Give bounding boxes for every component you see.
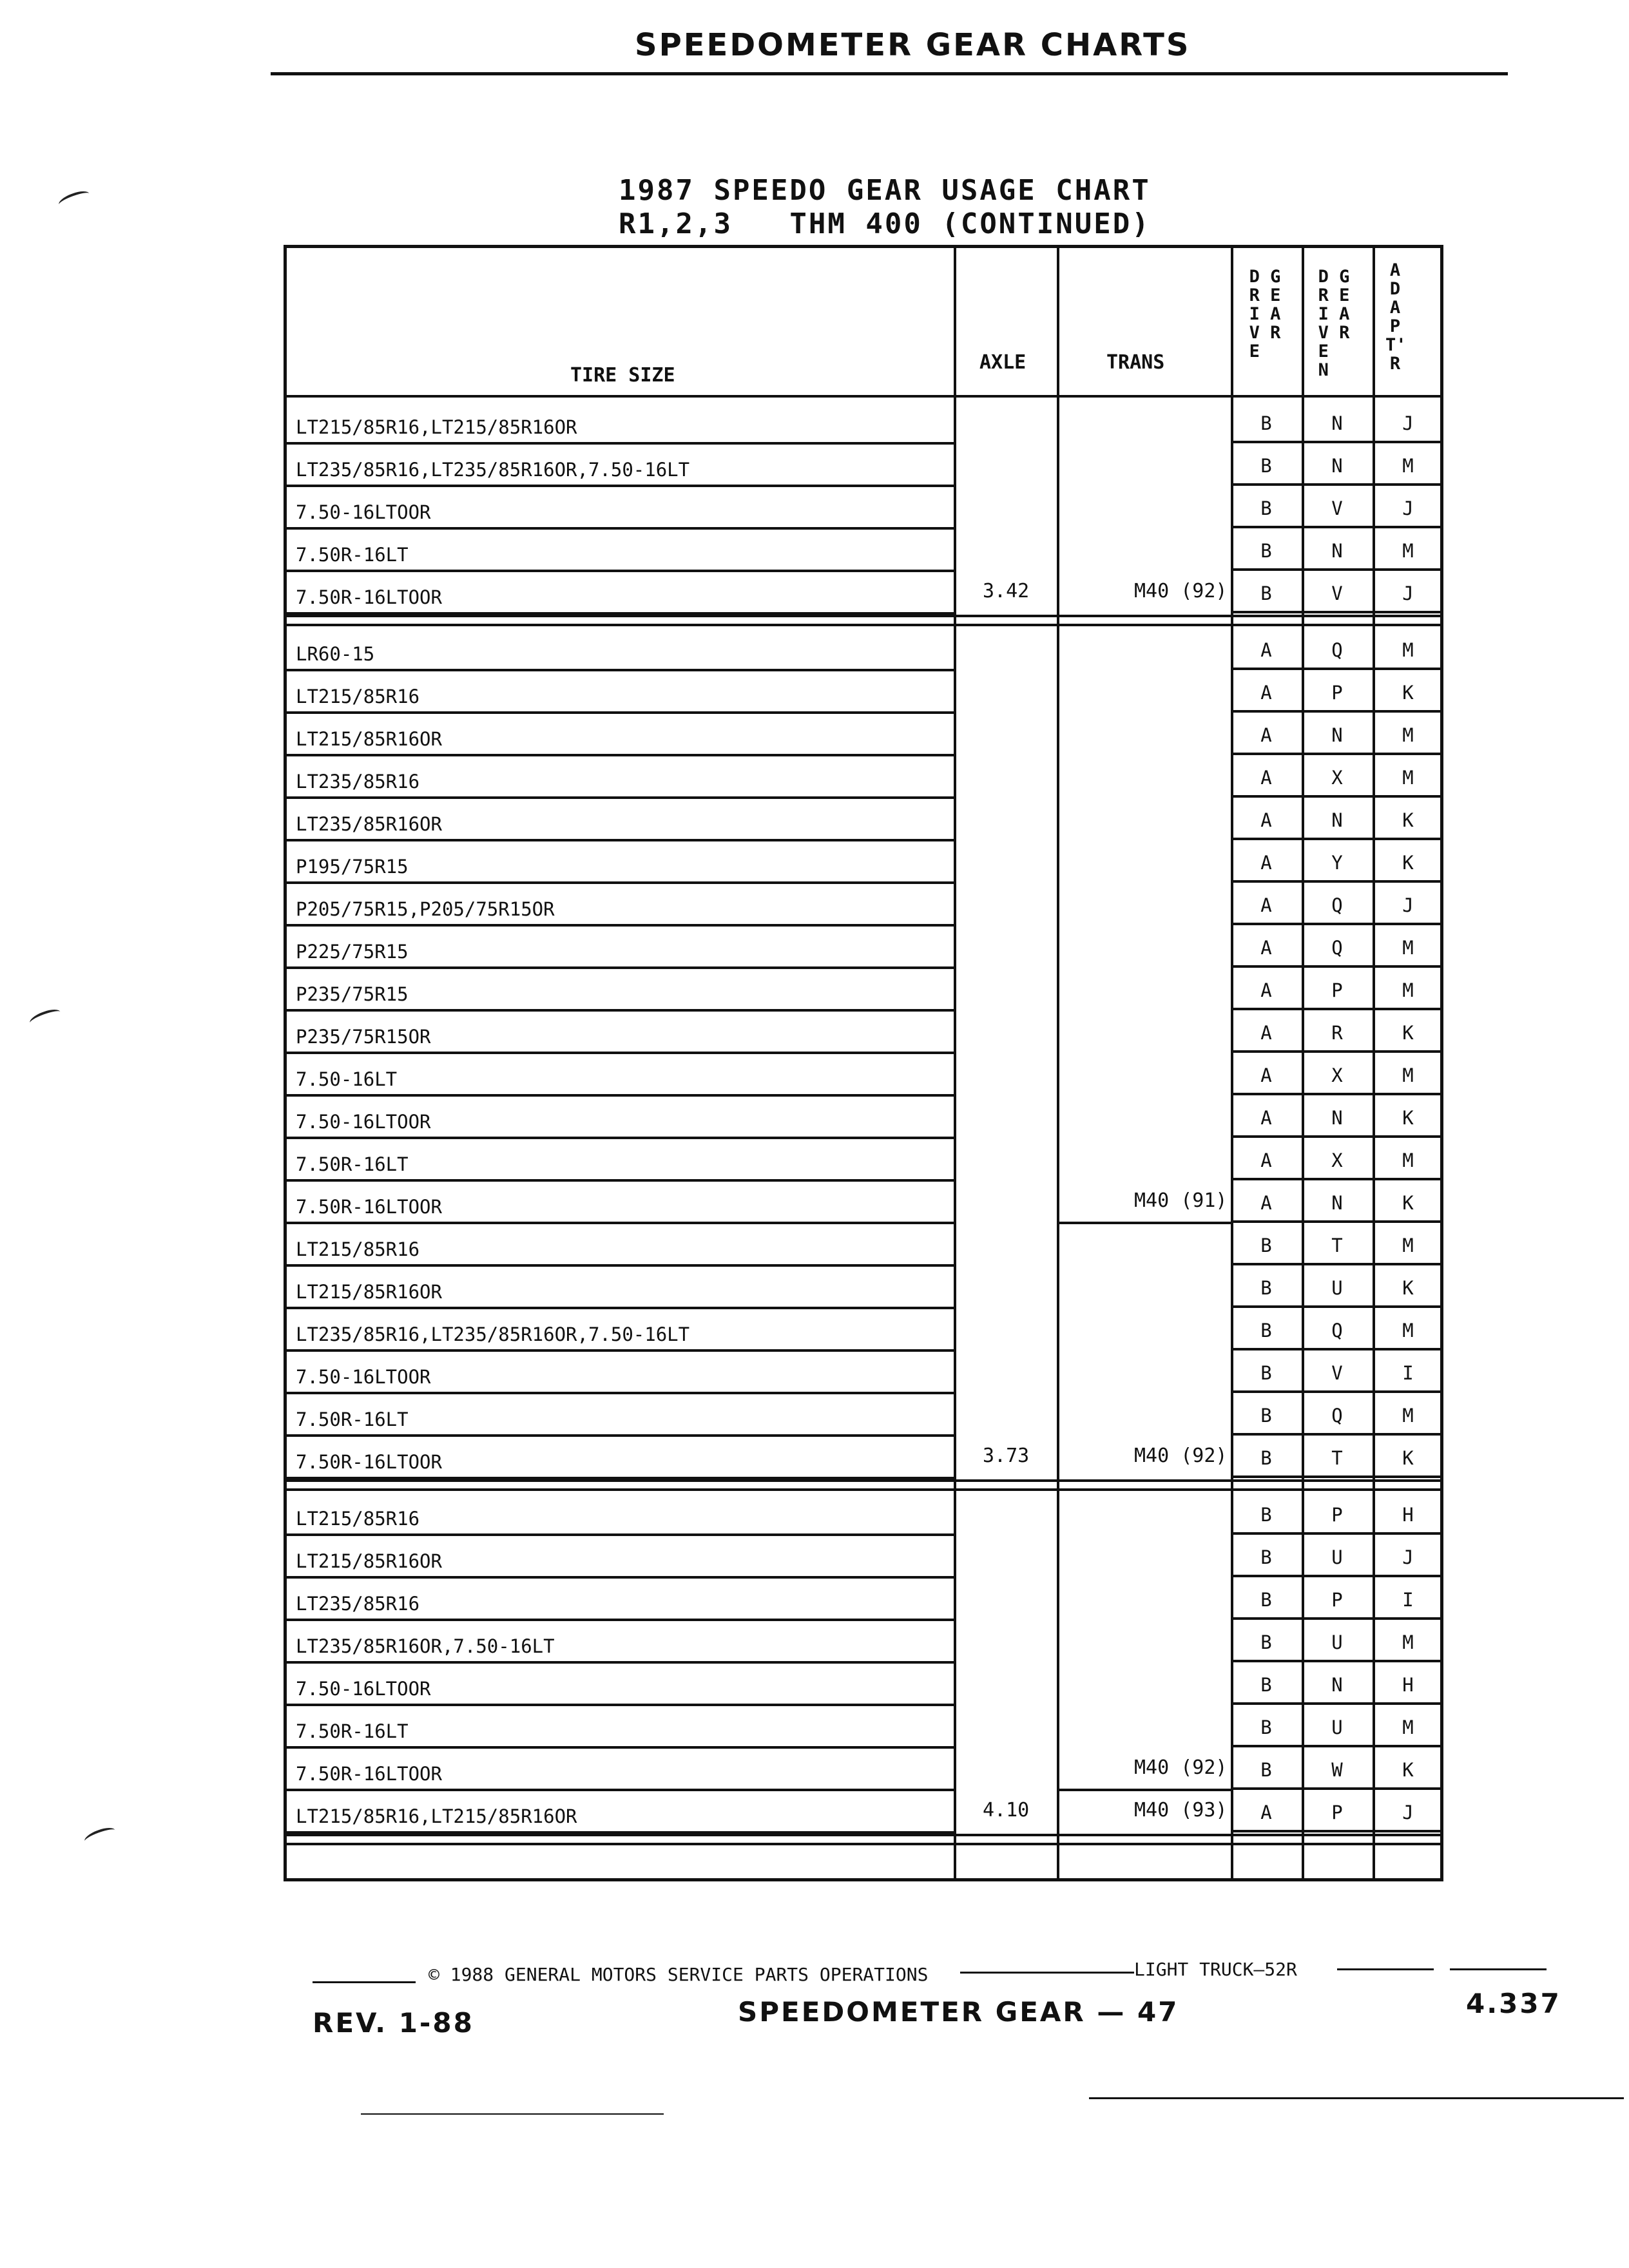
driven-gear-cell: Q (1331, 1405, 1343, 1427)
drive-gear-cell: A (1260, 1022, 1272, 1044)
drive-gear-cell: B (1260, 497, 1272, 519)
drive-gear-cell: B (1260, 1589, 1272, 1611)
col-header-drive-gear: D G R E I A V R E (1249, 267, 1281, 361)
driven-gear-cell: T (1331, 1235, 1343, 1256)
table-row (287, 399, 1434, 442)
driven-gear-cell: Q (1331, 1320, 1343, 1341)
footer-rule (313, 1981, 416, 1983)
driven-gear-cell: X (1331, 1149, 1343, 1171)
tire-size-cell: 7.50-16LT (296, 1068, 398, 1090)
driven-gear-cell: N (1331, 455, 1343, 477)
drive-gear-cell: B (1260, 455, 1272, 477)
driven-gear-cell: X (1331, 1064, 1343, 1086)
trans-rule (1057, 1222, 1231, 1224)
adapter-cell: K (1402, 1107, 1414, 1129)
table-row (287, 1094, 1434, 1137)
adapter-cell: J (1402, 1802, 1414, 1823)
driven-gear-cell: U (1331, 1631, 1343, 1653)
tire-size-cell: LT215/85R16OR (296, 728, 442, 750)
page-header-title: SPEEDOMETER GEAR CHARTS (635, 27, 1191, 63)
adapter-cell: M (1402, 455, 1414, 477)
adapter-cell: K (1402, 1192, 1414, 1214)
table-row (287, 626, 1434, 669)
drive-gear-cell: B (1260, 582, 1272, 604)
header-rule (271, 72, 1508, 75)
margin-mark (28, 1006, 62, 1028)
row-rule (1231, 611, 1440, 613)
tire-size-cell: 7.50-16LTOOR (296, 1111, 431, 1133)
trans-rule (1057, 1789, 1231, 1791)
table-row (287, 1576, 1434, 1619)
chart-title-line2: R1,2,3 THM 400 (CONTINUED) (619, 207, 1151, 240)
table-row (287, 1789, 1434, 1831)
table-row (287, 485, 1434, 527)
drive-gear-cell: A (1260, 1107, 1272, 1129)
footer-section: LIGHT TRUCK—52R (1134, 1959, 1297, 1980)
tire-size-cell: 7.50-16LTOOR (296, 501, 431, 523)
trans-value: M40 (92) (1134, 580, 1228, 602)
table-row (287, 966, 1434, 1009)
drive-gear-cell: B (1260, 540, 1272, 562)
adapter-cell: M (1402, 639, 1414, 661)
adapter-cell: M (1402, 1320, 1414, 1341)
adapter-cell: M (1402, 1149, 1414, 1171)
table-row (287, 1434, 1434, 1477)
table-row (287, 1222, 1434, 1264)
adapter-cell: J (1402, 497, 1414, 519)
driven-gear-cell: N (1331, 809, 1343, 831)
driven-gear-cell: P (1331, 1504, 1343, 1526)
table-row (287, 1392, 1434, 1434)
driven-gear-cell: P (1331, 1589, 1343, 1611)
tire-size-cell: P205/75R15,P205/75R15OR (296, 898, 555, 920)
table-row (287, 924, 1434, 966)
drive-gear-cell: B (1260, 1716, 1272, 1738)
tire-size-cell: 7.50R-16LTOOR (296, 1451, 442, 1473)
table-row (287, 1052, 1434, 1094)
table-row (287, 1179, 1434, 1222)
table-row (287, 1307, 1434, 1349)
drive-gear-cell: A (1260, 1149, 1272, 1171)
col-header-axle: AXLE (979, 351, 1027, 374)
tire-size-cell: LR60-15 (296, 643, 375, 665)
tire-size-cell: LT235/85R16,LT235/85R16OR,7.50-16LT (296, 1323, 690, 1345)
adapter-cell: K (1402, 852, 1414, 874)
table-row (287, 442, 1434, 485)
drive-gear-cell: A (1260, 1064, 1272, 1086)
driven-gear-cell: W (1331, 1759, 1343, 1781)
axle-value: 3.42 (983, 580, 1030, 602)
driven-gear-cell: P (1331, 979, 1343, 1001)
table-row (287, 570, 1434, 612)
tire-size-cell: 7.50R-16LTOOR (296, 1763, 442, 1785)
group-rule (287, 1479, 1440, 1482)
adapter-cell: M (1402, 1716, 1414, 1738)
driven-gear-cell: Q (1331, 894, 1343, 916)
adapter-cell: M (1402, 937, 1414, 959)
tire-size-cell: 7.50R-16LT (296, 1153, 409, 1175)
bottom-rule (1089, 2097, 1624, 2099)
driven-gear-cell: N (1331, 1192, 1343, 1214)
table-row (287, 1491, 1434, 1533)
trans-value: M40 (91) (1134, 1189, 1228, 1212)
tire-size-cell: LT235/85R16,LT235/85R16OR,7.50-16LT (296, 459, 690, 481)
adapter-cell: K (1402, 1759, 1414, 1781)
adapter-cell: H (1402, 1504, 1414, 1526)
table-row (287, 1349, 1434, 1392)
trans-value: M40 (93) (1134, 1799, 1228, 1821)
adapter-cell: H (1402, 1674, 1414, 1696)
adapter-cell: K (1402, 1022, 1414, 1044)
table-row (287, 669, 1434, 711)
tire-size-cell: P195/75R15 (296, 856, 409, 878)
drive-gear-cell: B (1260, 1631, 1272, 1653)
adapter-cell: K (1402, 682, 1414, 704)
driven-gear-cell: N (1331, 540, 1343, 562)
col-header-driven-gear: D G R E I A V R E N (1318, 267, 1350, 380)
drive-gear-cell: B (1260, 1362, 1272, 1384)
driven-gear-cell: Q (1331, 639, 1343, 661)
driven-gear-cell: V (1331, 497, 1343, 519)
driven-gear-cell: V (1331, 1362, 1343, 1384)
driven-gear-cell: U (1331, 1277, 1343, 1299)
margin-mark (82, 1825, 117, 1847)
tire-size-cell: LT215/85R16 (296, 686, 420, 707)
adapter-cell: I (1402, 1589, 1414, 1611)
driven-gear-cell: V (1331, 582, 1343, 604)
tire-size-cell: P225/75R15 (296, 941, 409, 963)
trans-value: M40 (92) (1134, 1756, 1228, 1779)
driven-gear-cell: P (1331, 1802, 1343, 1823)
driven-gear-cell: X (1331, 767, 1343, 789)
tire-size-cell: 7.50R-16LTOOR (296, 586, 442, 608)
table-row (287, 796, 1434, 839)
table-row (287, 1137, 1434, 1179)
adapter-cell: K (1402, 1447, 1414, 1469)
driven-gear-cell: U (1331, 1716, 1343, 1738)
adapter-cell: M (1402, 724, 1414, 746)
row-rule (1231, 1475, 1440, 1478)
tire-size-cell: LT235/85R16OR (296, 813, 442, 835)
drive-gear-cell: B (1260, 1546, 1272, 1568)
drive-gear-cell: B (1260, 1504, 1272, 1526)
header-rule (287, 395, 1440, 398)
adapter-cell: M (1402, 540, 1414, 562)
drive-gear-cell: A (1260, 767, 1272, 789)
adapter-cell: K (1402, 809, 1414, 831)
adapter-cell: M (1402, 1405, 1414, 1427)
adapter-cell: J (1402, 582, 1414, 604)
adapter-cell: I (1402, 1362, 1414, 1384)
group-rule (287, 1834, 1440, 1836)
tire-size-cell: LT215/85R16,LT215/85R16OR (296, 416, 577, 438)
drive-gear-cell: A (1260, 894, 1272, 916)
driven-gear-cell: P (1331, 682, 1343, 704)
footer-copyright: © 1988 GENERAL MOTORS SERVICE PARTS OPERATIONS (429, 1964, 929, 1985)
tire-size-cell: LT215/85R16OR (296, 1281, 442, 1303)
driven-gear-cell: Q (1331, 937, 1343, 959)
tire-size-cell: P235/75R15OR (296, 1026, 431, 1048)
group-rule (287, 615, 1440, 617)
table-row (287, 1619, 1434, 1661)
margin-mark (57, 188, 91, 210)
driven-gear-cell: N (1331, 724, 1343, 746)
drive-gear-cell: A (1260, 1802, 1272, 1823)
drive-gear-cell: A (1260, 724, 1272, 746)
adapter-cell: M (1402, 979, 1414, 1001)
drive-gear-cell: A (1260, 809, 1272, 831)
driven-gear-cell: N (1331, 1674, 1343, 1696)
drive-gear-cell: B (1260, 412, 1272, 434)
table-row (287, 1009, 1434, 1052)
table-row (287, 1264, 1434, 1307)
table-row (287, 1704, 1434, 1746)
driven-gear-cell: R (1331, 1022, 1343, 1044)
driven-gear-cell: T (1331, 1447, 1343, 1469)
drive-gear-cell: A (1260, 1192, 1272, 1214)
drive-gear-cell: B (1260, 1235, 1272, 1256)
tire-size-cell: LT215/85R16OR (296, 1550, 442, 1572)
drive-gear-cell: B (1260, 1759, 1272, 1781)
table-row (287, 1746, 1434, 1789)
adapter-cell: J (1402, 894, 1414, 916)
tire-size-cell: LT215/85R16,LT215/85R16OR (296, 1805, 577, 1827)
drive-gear-cell: B (1260, 1320, 1272, 1341)
drive-gear-cell: B (1260, 1277, 1272, 1299)
trans-value: M40 (92) (1134, 1445, 1228, 1467)
drive-gear-cell: B (1260, 1674, 1272, 1696)
chart-title (619, 174, 1151, 241)
drive-gear-cell: A (1260, 937, 1272, 959)
drive-gear-cell: A (1260, 852, 1272, 874)
chart-title-line1: 1987 SPEEDO GEAR USAGE CHART (619, 174, 1151, 207)
table-row (287, 839, 1434, 881)
tire-size-cell: LT235/85R16 (296, 771, 420, 793)
footer-rule (1450, 1968, 1547, 1970)
col-header-adapter: A D A P T' R (1385, 260, 1407, 374)
table-row (287, 881, 1434, 924)
driven-gear-cell: Y (1331, 852, 1343, 874)
tire-size-cell: LT235/85R16OR,7.50-16LT (296, 1635, 555, 1657)
footer-rev: REV. 1-88 (313, 2007, 474, 2039)
tire-size-cell: LT215/85R16 (296, 1508, 420, 1530)
driven-gear-cell: N (1331, 1107, 1343, 1129)
table-row (287, 527, 1434, 570)
footer-page-title: SPEEDOMETER GEAR — 47 (738, 1996, 1179, 2028)
tire-size-cell: 7.50R-16LT (296, 1408, 409, 1430)
tire-size-cell: 7.50R-16LTOOR (296, 1196, 442, 1218)
footer-rule (1337, 1968, 1434, 1970)
tire-size-cell: 7.50R-16LT (296, 544, 409, 566)
tire-size-cell: LT215/85R16 (296, 1238, 420, 1260)
adapter-cell: J (1402, 412, 1414, 434)
drive-gear-cell: A (1260, 979, 1272, 1001)
tire-size-cell: P235/75R15 (296, 983, 409, 1005)
col-header-tire-size: TIRE SIZE (570, 364, 675, 387)
adapter-cell: K (1402, 1277, 1414, 1299)
table-row (287, 1661, 1434, 1704)
table-row (287, 711, 1434, 754)
tire-size-cell: 7.50R-16LT (296, 1720, 409, 1742)
drive-gear-cell: B (1260, 1405, 1272, 1427)
table-row (287, 1533, 1434, 1576)
tire-size-cell: LT235/85R16 (296, 1593, 420, 1615)
row-rule (1231, 1830, 1440, 1832)
adapter-cell: M (1402, 767, 1414, 789)
adapter-cell: M (1402, 1064, 1414, 1086)
driven-gear-cell: U (1331, 1546, 1343, 1568)
axle-value: 3.73 (983, 1445, 1030, 1467)
tire-size-cell: 7.50-16LTOOR (296, 1678, 431, 1700)
footer-page-number: 4.337 (1466, 1988, 1561, 2019)
group-rule (287, 1843, 1440, 1845)
speedo-gear-table (284, 245, 1443, 1881)
tire-size-cell: 7.50-16LTOOR (296, 1366, 431, 1388)
drive-gear-cell: A (1260, 682, 1272, 704)
bottom-rule (361, 2113, 664, 2115)
col-header-trans: TRANS (1106, 351, 1165, 374)
drive-gear-cell: B (1260, 1447, 1272, 1469)
adapter-cell: M (1402, 1235, 1414, 1256)
driven-gear-cell: N (1331, 412, 1343, 434)
drive-gear-cell: A (1260, 639, 1272, 661)
footer-rule (960, 1972, 1134, 1974)
table-row (287, 754, 1434, 796)
axle-value: 4.10 (983, 1799, 1030, 1821)
adapter-cell: M (1402, 1631, 1414, 1653)
adapter-cell: J (1402, 1546, 1414, 1568)
